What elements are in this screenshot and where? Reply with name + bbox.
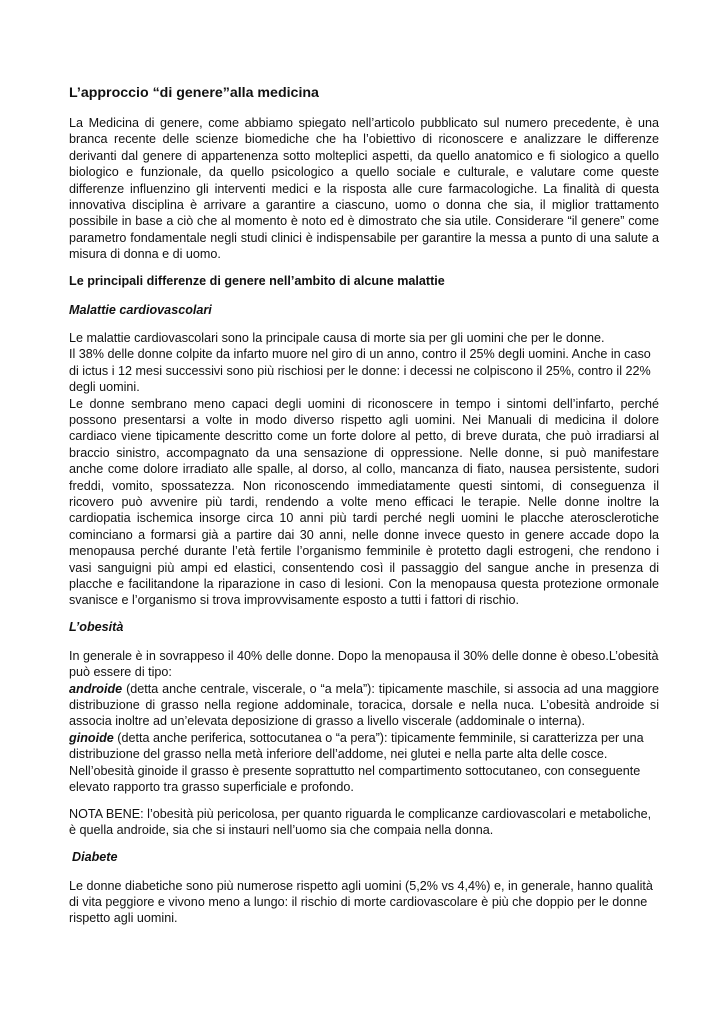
diabetes-paragraph: Le donne diabetiche sono più numerose rispetto agli uomini (5,2% vs 4,4%) e, in generale, hanno qualità di vita peggiore e vivono meno a lungo: il rischio di morte cardiovascolare è più che doppio per le donne rispetto agli uomini. <box>69 878 653 926</box>
obesity-gynoid <box>69 730 659 763</box>
document-page <box>69 84 659 937</box>
cardio-line-1: Le malattie cardiovascolari sono la principale causa di morte sia per gli uomini che per le donne. <box>69 330 605 345</box>
gynoid-term: ginoide <box>69 730 114 745</box>
cardio-line-2: Il 38% delle donne colpite da infarto muore nel giro di un anno, contro il 25% degli uomini. Anche in caso di ictus i 12 mesi successivi sono più rischiosi per le donne: i decessi ne colpiscono il 25%, contro il 22% degli uomini. <box>69 347 651 395</box>
android-text: (detta anche centrale, viscerale, o “a mela”): tipicamente maschile, si associa ad una maggiore distribuzione di grasso nella regione addominale, toracica, dorsale e nella nuca. L’obesità androide si associa inoltre ad un’elevata deposizione di grasso a livello viscerale (addominale o interna). <box>69 681 659 729</box>
obesity-paragraph <box>69 648 659 796</box>
intro-paragraph: La Medicina di genere, come abbiamo spiegato nell’articolo pubblicato sul numero precedente, è una branca recente delle scienze biomediche che ha l’obiettivo di riconoscere e analizzare le differenze derivanti dal genere di appartenenza sotto molteplici aspetti, da quello anatomico e fi siologico a quello biologico e funzionale, da quello psicologico a quello sociale e culturale, e valutare come queste differenze influenzino gli interventi medici e la risposta alle cure farmacologiche. La finalità di questa innovativa disciplina è arrivare a garantire a ciascuno, uomo o donna che sia, il miglior trattamento possibile in base a ciò che al momento è noto ed è dimostrato che sia utile. Considerare “il genere” come parametro fondamentale negli studi clinici è indispensabile per garantire la messa a punto di una salute a misura di donna e di uomo. <box>69 116 659 262</box>
cardio-paragraph <box>69 330 659 609</box>
document-title: L’approccio “di genere”alla medicina <box>69 85 319 101</box>
gynoid-text: (detta anche periferica, sottocutanea o “a pera”): tipicamente femminile, si caratterizza per una distribuzione del grasso nella metà inferiore dell’addome, nei glutei e nella parte alta delle cosce. <box>69 730 644 762</box>
diabetes-heading: Diabete <box>72 850 118 865</box>
obesity-intro: In generale è in sovrappeso il 40% delle donne. Dopo la menopausa il 30% delle donne è obeso.L’obesità può essere di tipo: <box>69 648 659 680</box>
cardio-line-3: Le donne sembrano meno capaci degli uomini di riconoscere in tempo i sintomi dell’infarto, perché possono presentarsi a volte in modo diverso rispetto agli uomini. Nei Manuali di medicina il dolore cardiaco viene tipicamente descritto come un forte dolore al petto, di breve durata, che può irradiarsi al braccio sinistro, accompagnato da una sensazione di oppressione. Nelle donne, si può manifestare anche come dolore irradiato alle spalle, al dorso, al collo, mancanza di fiato, nausea persistente, sudori freddi, vomito, spossatezza. Non riconoscendo immediatamente questi sintomi, di conseguenza il ricovero può avvenire più tardi, rendendo a volte meno efficaci le terapie. Nelle donne inoltre la cardiopatia ischemica insorge circa 10 anni più tardi perché negli uomini le placche aterosclerotiche cominciano a formarsi già a partire dai 30 anni, nelle donne invece questo in genere accade dopo la menopausa perché durante l’età fertile l’organismo femminile è protetto dagli estrogeni, che rendono i vasi sanguigni più ampi ed elastici, consentendo così il passaggio del sangue anche in presenza di placche e facilitandone la riparazione in caso di lesioni. Con la menopausa questa protezione ormonale svanisce e l’organismo si trova improvvisamente esposto a tutti i fattori di rischio. <box>69 396 659 608</box>
obesity-heading: L’obesità <box>69 620 124 635</box>
android-term: androide <box>69 681 123 696</box>
cardio-heading: Malattie cardiovascolari <box>69 302 212 317</box>
differences-heading: Le principali differenze di genere nell’ambito di alcune malattie <box>69 274 445 289</box>
obesity-android <box>69 681 659 730</box>
obesity-gynoid-detail: Nell’obesità ginoide il grasso è presente soprattutto nel compartimento sottocutaneo, con conseguente elevato rapporto tra grasso superficiale e profondo. <box>69 763 641 795</box>
obesity-note: NOTA BENE: l’obesità più pericolosa, per quanto riguarda le complicanze cardiovascolari e metaboliche, è quella androide, sia che si instauri nell’uomo sia che compaia nella donna. <box>69 806 652 838</box>
